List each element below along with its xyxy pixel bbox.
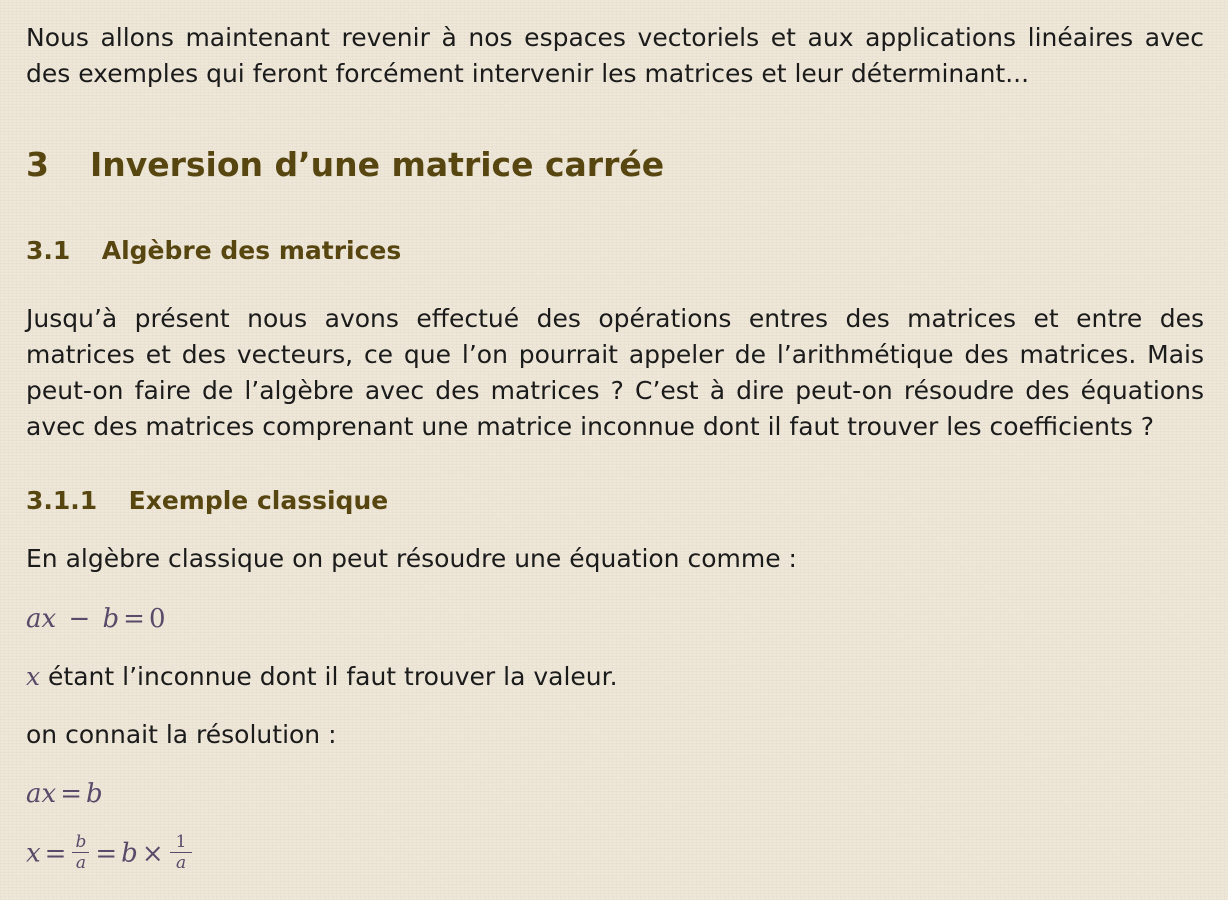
eq1-x: x: [41, 604, 57, 634]
eq1-zero: 0: [148, 604, 166, 634]
subsection-paragraph: Jusqu’à présent nous avons effectué des opérations entres des matrices et entre des matrices et des vecteurs, ce que l’on pourrait appeler de l’arithmétique des matrices. Mais peut-on faire de l’algèbre avec des matrices ? C’est à dire peut-on résoudre des équations avec des matrices comprenant une matrice inconnue dont il faut trouver les coefficients ?: [26, 304, 1204, 441]
fraction2-numerator: 1: [175, 832, 187, 852]
fraction-1-over-a: [170, 832, 193, 873]
eq1-equals: =: [123, 604, 145, 634]
subsection-title: Algèbre des matrices: [101, 236, 402, 265]
equation-ax-minus-b: [26, 601, 166, 637]
eq1-b: b: [102, 604, 120, 634]
section-number: 3: [26, 145, 49, 184]
equation-x-solution: [26, 834, 194, 875]
eq1-a: a: [26, 604, 42, 634]
eq2-b: b: [85, 779, 103, 809]
body-line-unknown-text: étant l’inconnue dont il faut trouver la valeur.: [40, 662, 618, 691]
equation-ax-equals-b: [26, 776, 103, 812]
section-heading: [26, 145, 664, 185]
eq3-times: ×: [141, 838, 164, 869]
body-line-resolution: on connait la résolution :: [26, 720, 337, 749]
subsection-number: 3.1: [26, 236, 71, 265]
body-line-unknown: [26, 659, 1204, 695]
section-title: Inversion d’une matrice carrée: [89, 145, 665, 184]
inline-var-x: x: [26, 662, 41, 691]
subsubsection-heading: [26, 485, 388, 517]
eq2-a: a: [26, 779, 42, 809]
eq3-equals-2: =: [95, 838, 118, 869]
fraction-denominator: a: [72, 852, 89, 873]
eq2-equals: =: [60, 779, 82, 809]
eq1-minus: −: [68, 604, 91, 634]
eq3-equals: =: [44, 838, 67, 869]
subsubsection-number: 3.1.1: [26, 486, 98, 515]
intro-paragraph: Nous allons maintenant revenir à nos espaces vectoriels et aux applications linéaires avec des exemples qui feront forcément intervenir les matrices et leur déterminant...: [26, 23, 1204, 88]
eq3-x: x: [26, 838, 41, 869]
fraction2-denominator: a: [170, 852, 193, 873]
body-line-intro: En algèbre classique on peut résoudre une équation comme :: [26, 544, 797, 573]
eq2-x: x: [41, 779, 57, 809]
subsection-heading: [26, 235, 401, 267]
fraction-numerator: b: [75, 832, 87, 852]
fraction-b-over-a: [72, 832, 89, 873]
eq3-b: b: [121, 838, 138, 869]
subsubsection-title: Exemple classique: [128, 486, 389, 515]
